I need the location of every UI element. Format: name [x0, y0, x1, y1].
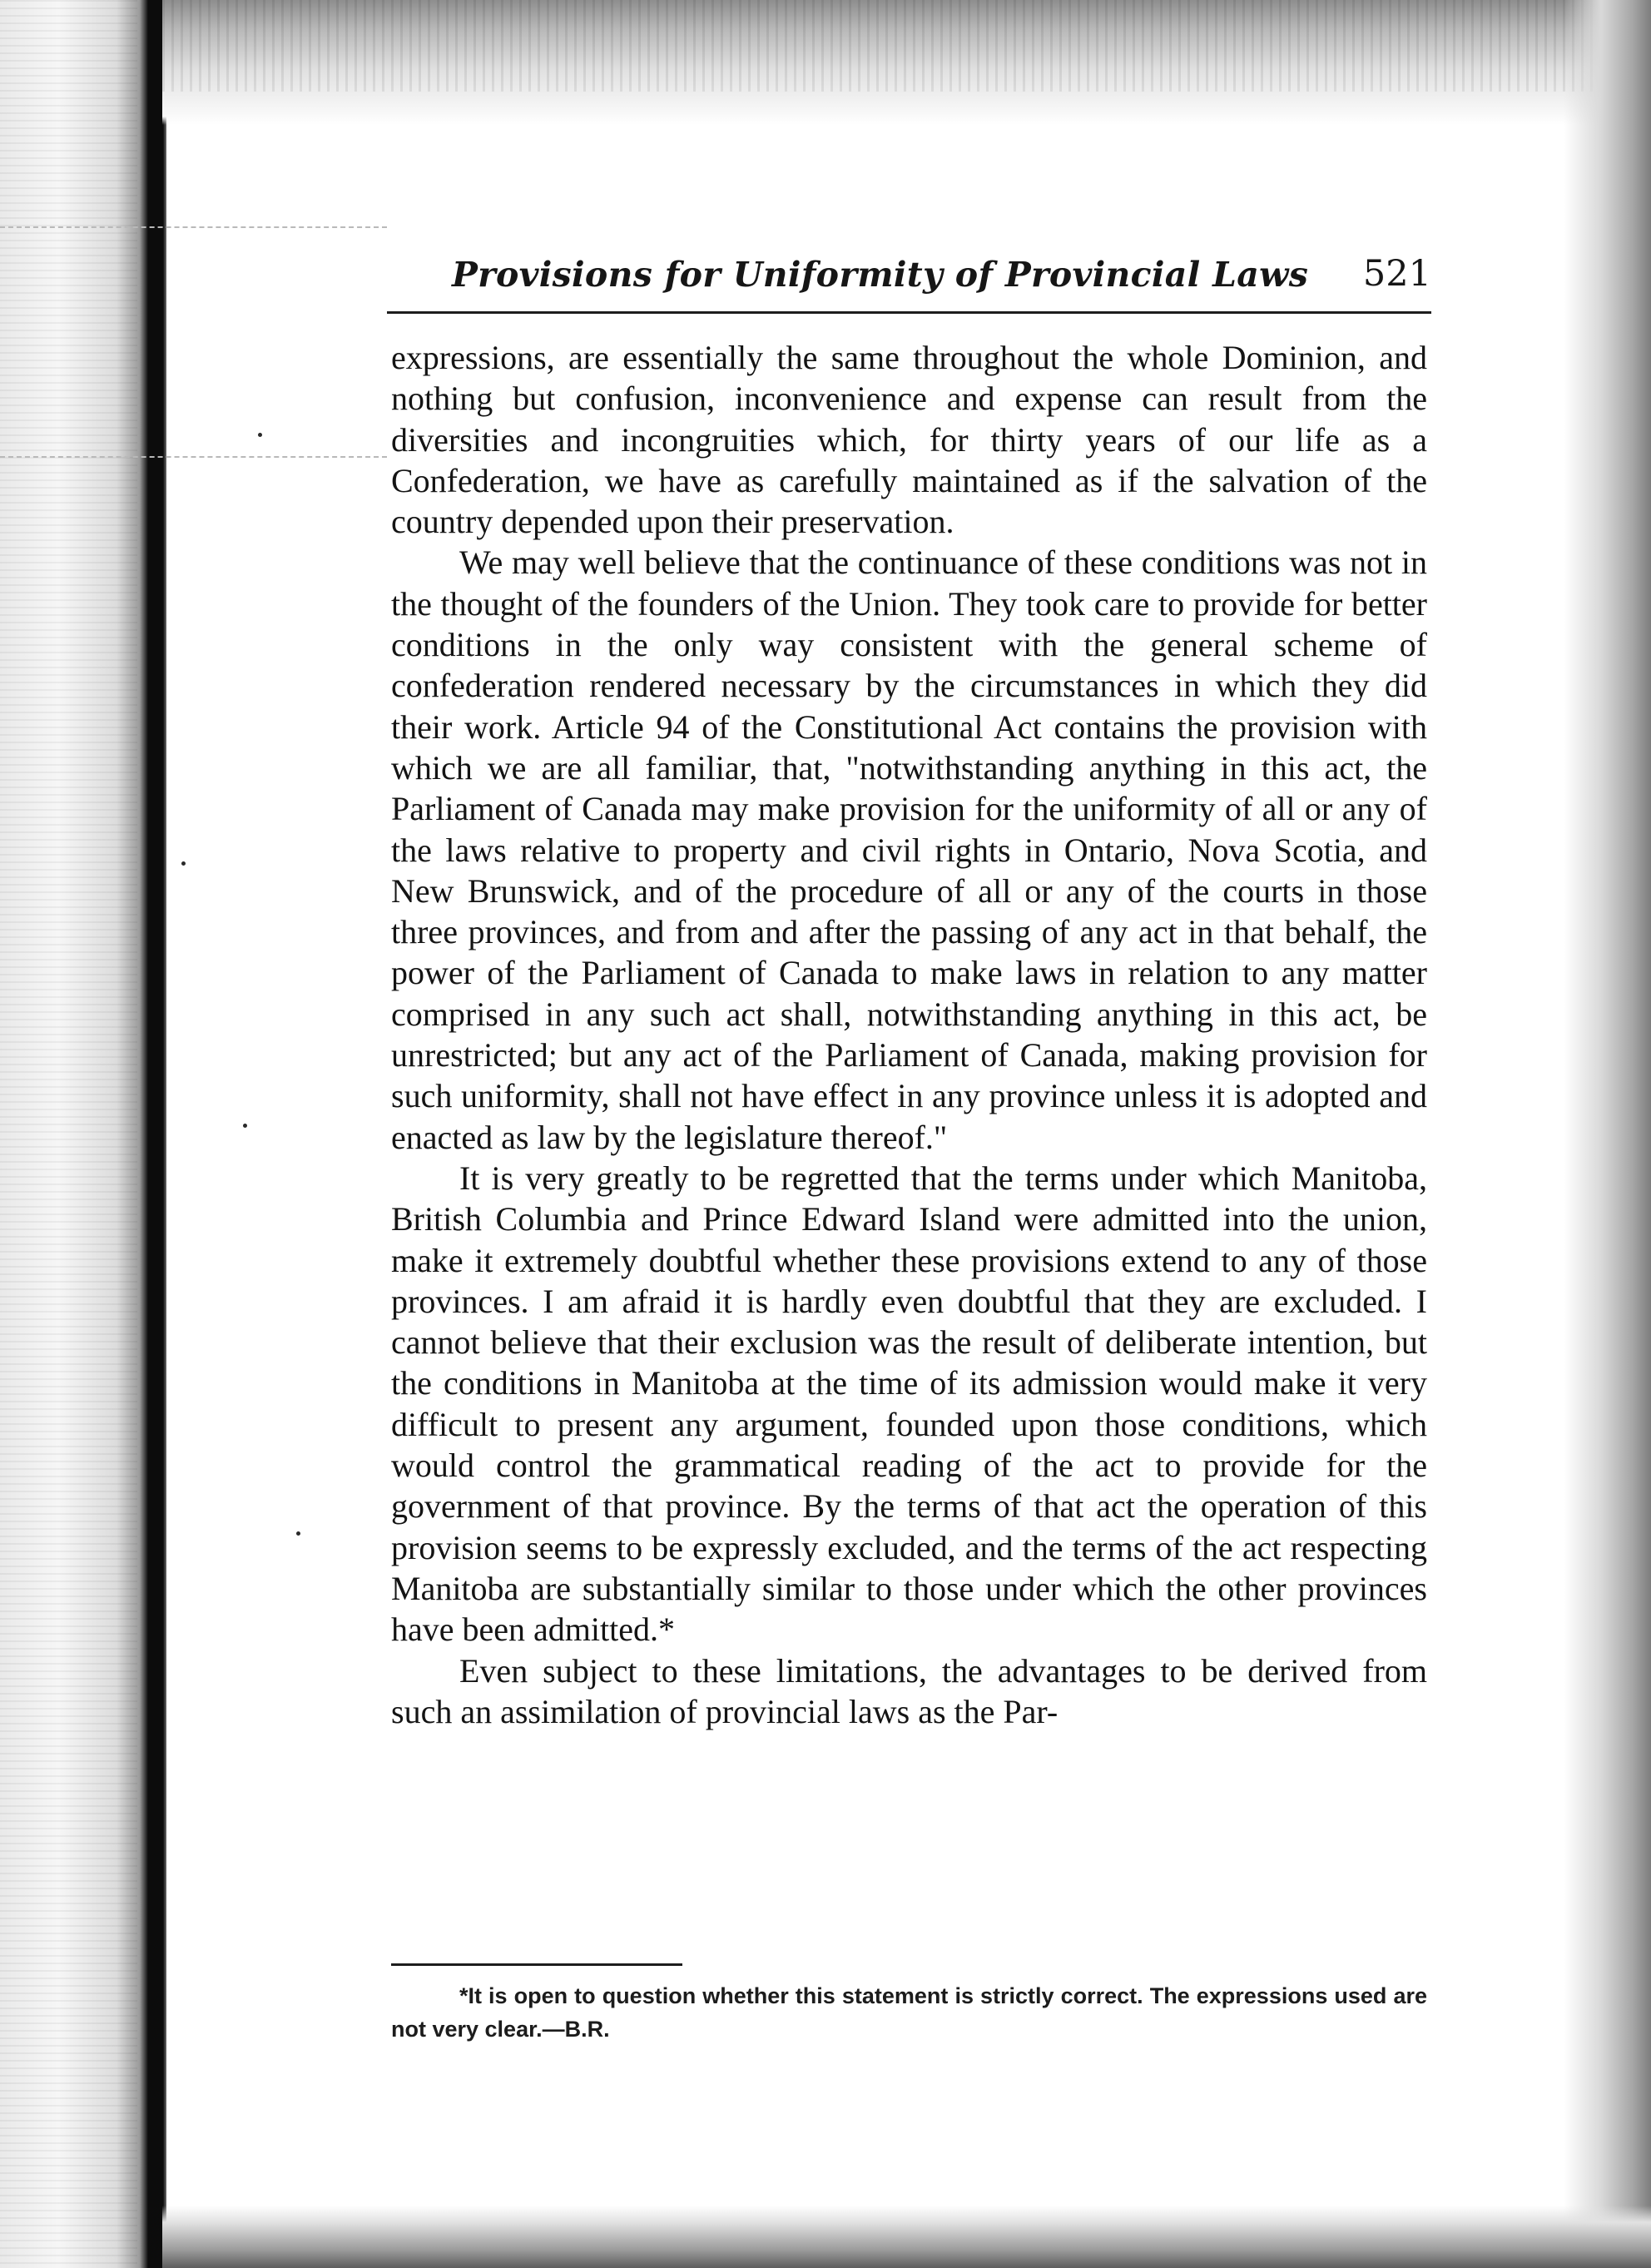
footnote-rule	[391, 1963, 682, 1966]
running-head-title: Provisions for Uniformity of Provincial Laws	[452, 255, 1309, 295]
paragraph-2: We may well believe that the continuance of these conditions was not in the thought of the founders of the Union. They took care to provide for better conditions in the only way consistent with the general scheme of confederation rendered necessary by the circumstances in which they did their work. Article 94 of the Constitutional Act contains the provision with which we are all familiar, that, "notwithstanding anything in this act, the Parliament of Canada may make provision for the uniformity of all or any of the laws relative to property and civil rights in Ontario, Nova Scotia, and New Brunswick, and of the procedure of all or any of the courts in those three provinces, and from and after the passing of any act in that behalf, the power of the Parliament of Canada to make laws in relation to any matter comprised in any such act shall, notwithstanding anything in this act, be unrestricted; but any act of the Parliament of Canada, making provision for such uniformity, shall not have effect in any province unless it is adopted and enacted as law by the legislature thereof."	[391, 543, 1427, 1156]
footnote: *It is open to question whether this statement is strictly correct. The expressions used are not very clear.—B.R.	[391, 1983, 1427, 2042]
running-head	[387, 250, 1431, 310]
scan-speck	[243, 1124, 247, 1128]
scan-top-noise	[162, 0, 1651, 92]
body-text	[391, 337, 1427, 1732]
scan-bottom-edge	[162, 2206, 1651, 2268]
scan-speck	[181, 861, 186, 866]
paragraph-3: It is very greatly to be regretted that the terms under which Manitoba, British Columbia and Prince Edward Island were admitted into the union, make it extremely doubtful whether these provisions extend to any of those provinces. I am afraid it is hardly even doubtful that they are excluded. I cannot believe that their exclusion was the result of deliberate intention, but the conditions in Manitoba at the time of its admission would make it very difficult to present any argument, founded upon those conditions, which would control the grammatical reading of the act to provide for the government of that province. By the terms of that act the operation of this provision seems to be expressly excluded, and the terms of the act respecting Manitoba are substantially similar to those under which the other provinces have been admitted.*	[391, 1159, 1427, 1649]
scan-speck	[296, 1531, 300, 1536]
running-head-rule	[387, 311, 1431, 314]
paragraph-1: expressions, are essentially the same throughout the whole Dominion, and nothing but confusion, inconvenience and expense can result from the diversities and incongruities which, for thirty years of our life as a Confederation, we have as carefully maintained as if the salvation of the country depended upon their preservation.	[391, 339, 1427, 541]
paragraph-4: Even subject to these limitations, the advantages to be derived from such an assimilation of provincial laws as the Par-	[391, 1651, 1427, 1730]
scan-line-artifact	[0, 226, 387, 228]
scan-left-noise	[0, 0, 137, 2268]
page-number: 521	[1362, 253, 1431, 295]
scan-speck	[258, 433, 262, 437]
scan-line-artifact	[0, 456, 387, 458]
scan-right-edge	[1564, 0, 1651, 2268]
